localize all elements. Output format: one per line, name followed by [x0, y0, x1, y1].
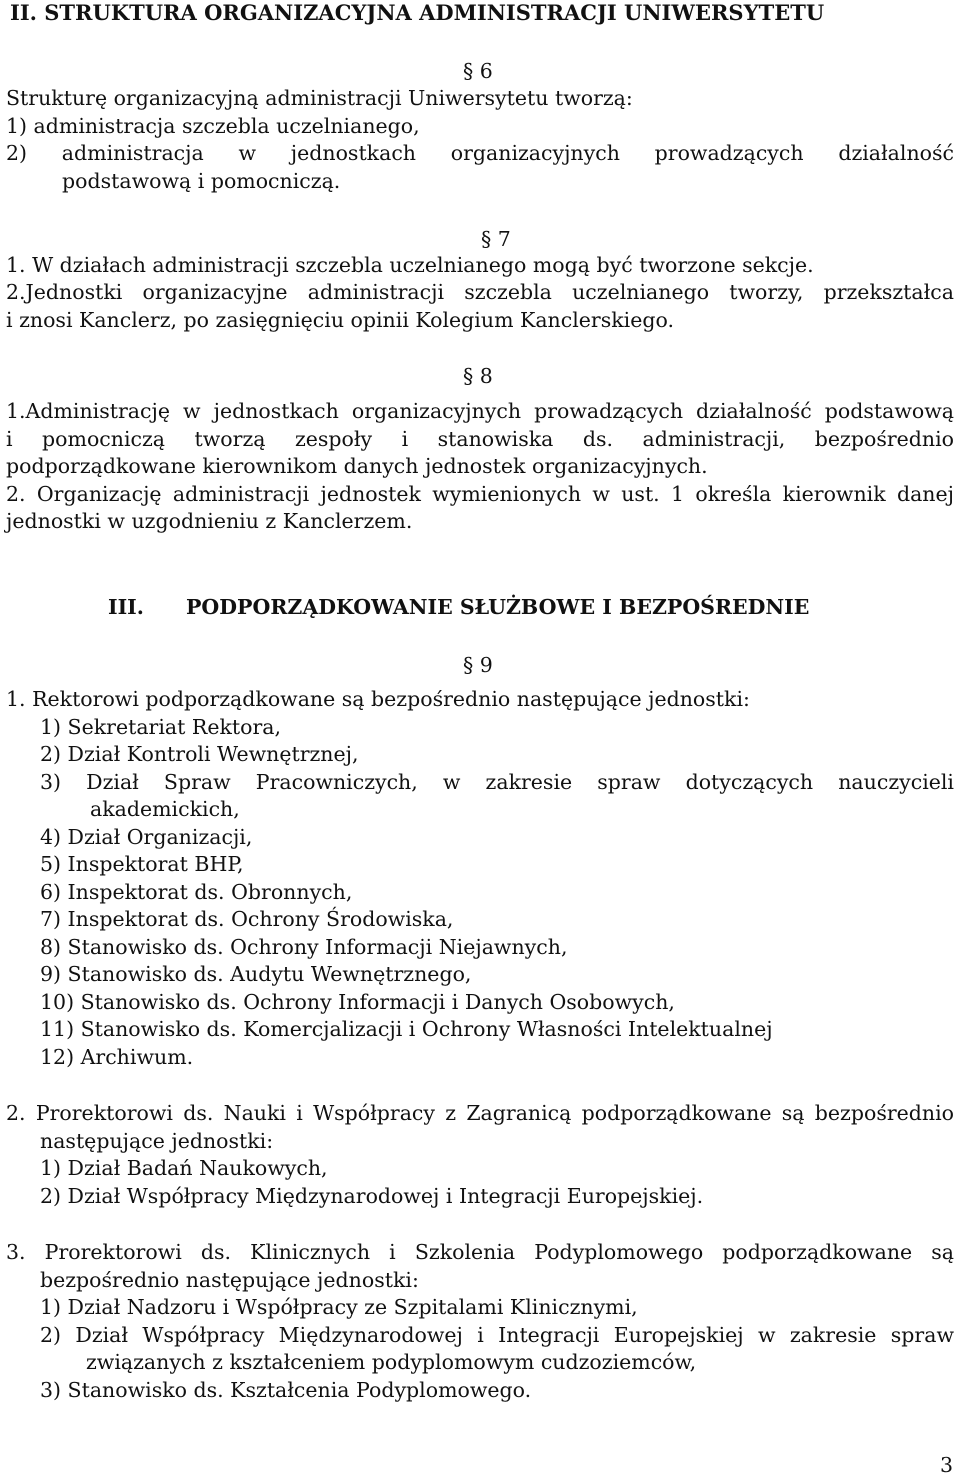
- paragraph: i znosi Kanclerz, po zasięgnięciu opinii Kolegium Kanclerskiego.: [6, 308, 674, 332]
- section-mark-7: § 7: [481, 227, 511, 251]
- page-number: 3: [940, 1453, 954, 1477]
- list-item: 8) Stanowisko ds. Ochrony Informacji Niejawnych,: [40, 935, 568, 959]
- list-item: 5) Inspektorat BHP,: [40, 852, 244, 876]
- paragraph: jednostki w uzgodnieniu z Kanclerzem.: [6, 509, 413, 533]
- list-item: 1) Sekretariat Rektora,: [40, 715, 281, 739]
- list-item: 12) Archiwum.: [40, 1045, 194, 1069]
- paragraph: bezpośrednio następujące jednostki:: [40, 1268, 419, 1292]
- list-item: 2) Dział Współpracy Międzynarodowej i Integracji Europejskiej.: [40, 1184, 704, 1208]
- paragraph: podporządkowane kierownikom danych jednostek organizacyjnych.: [6, 454, 708, 478]
- list-item: 1) Dział Badań Naukowych,: [40, 1156, 328, 1180]
- list-item: 2) Dział Kontroli Wewnętrznej,: [40, 742, 359, 766]
- paragraph: 2. Prorektorowi ds. Nauki i Współpracy z Zagranicą podporządkowane są bezpośrednio: [6, 1101, 954, 1125]
- paragraph: 1. W działach administracji szczebla uczelnianego mogą być tworzone sekcje.: [6, 253, 814, 277]
- section-mark-8: § 8: [463, 364, 493, 388]
- list-item: 2) administracja w jednostkach organizacyjnych prowadzących działalność: [6, 141, 954, 165]
- paragraph: 2.Jednostki organizacyjne administracji szczebla uczelnianego tworzy, przekształca: [6, 280, 954, 304]
- paragraph: Strukturę organizacyjną administracji Uniwersytetu tworzą:: [6, 86, 633, 110]
- list-item: 3) Stanowisko ds. Kształcenia Podyplomowego.: [40, 1378, 532, 1402]
- paragraph: 3. Prorektorowi ds. Klinicznych i Szkolenia Podyplomowego podporządkowane są: [6, 1240, 954, 1264]
- list-item: 9) Stanowisko ds. Audytu Wewnętrznego,: [40, 962, 472, 986]
- list-item: 2) Dział Współpracy Międzynarodowej i Integracji Europejskiej w zakresie spraw: [40, 1323, 954, 1347]
- list-item: 7) Inspektorat ds. Ochrony Środowiska,: [40, 907, 454, 931]
- list-item: związanych z kształceniem podyplomowym cudzoziemców,: [86, 1350, 697, 1374]
- list-item: 11) Stanowisko ds. Komercjalizacji i Ochrony Własności Intelektualnej: [40, 1017, 773, 1041]
- paragraph: 2. Organizację administracji jednostek wymienionych w ust. 1 określa kierownik danej: [6, 482, 954, 506]
- section-mark-6: § 6: [463, 59, 493, 83]
- list-item: 1) administracja szczebla uczelnianego,: [6, 114, 420, 138]
- list-item: 1) Dział Nadzoru i Współpracy ze Szpitalami Klinicznymi,: [40, 1295, 638, 1319]
- paragraph: następujące jednostki:: [40, 1129, 274, 1153]
- section-mark-9: § 9: [463, 653, 493, 677]
- chapter-heading: II. STRUKTURA ORGANIZACYJNA ADMINISTRACJI UNIWERSYTETU: [10, 0, 825, 25]
- list-item: 4) Dział Organizacji,: [40, 825, 253, 849]
- list-item: podstawową i pomocniczą.: [62, 169, 341, 193]
- list-item: 3) Dział Spraw Pracowniczych, w zakresie spraw dotyczących nauczycieli: [40, 770, 954, 794]
- paragraph: 1.Administrację w jednostkach organizacyjnych prowadzących działalność podstawową: [6, 399, 954, 423]
- list-item: 6) Inspektorat ds. Obronnych,: [40, 880, 353, 904]
- chapter-title: PODPORZĄDKOWANIE SŁUŻBOWE I BEZPOŚREDNIE: [186, 595, 810, 619]
- list-item: 10) Stanowisko ds. Ochrony Informacji i Danych Osobowych,: [40, 990, 675, 1014]
- chapter-number: III.: [108, 595, 144, 619]
- paragraph: 1. Rektorowi podporządkowane są bezpośrednio następujące jednostki:: [6, 687, 750, 711]
- paragraph: i pomocniczą tworzą zespoły i stanowiska ds. administracji, bezpośrednio: [6, 427, 954, 451]
- list-item: akademickich,: [90, 797, 240, 821]
